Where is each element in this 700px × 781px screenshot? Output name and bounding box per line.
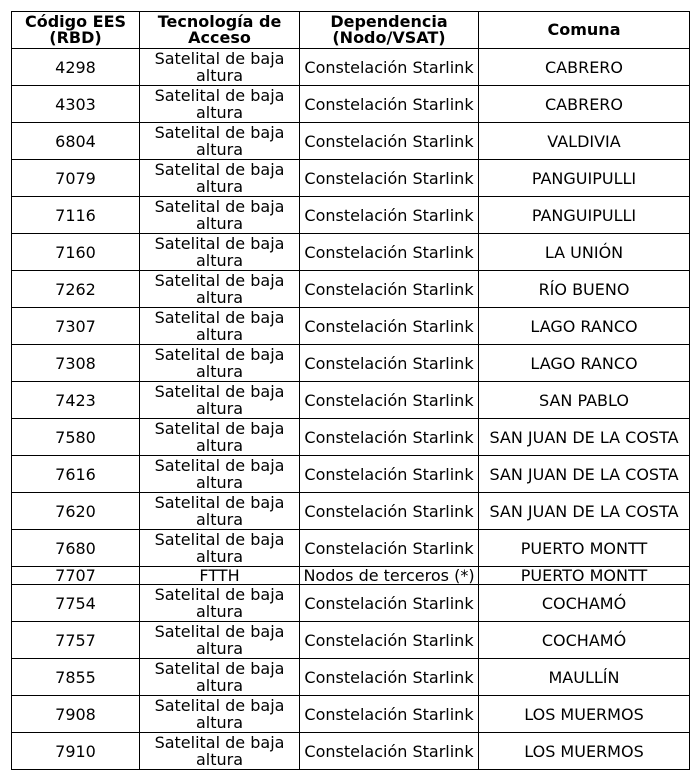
cell-comuna: CABRERO bbox=[479, 49, 690, 86]
cell-comuna: COCHAMÓ bbox=[479, 585, 690, 622]
cell-codigo: 7580 bbox=[12, 419, 140, 456]
cell-tecnologia bbox=[140, 382, 300, 419]
cell-codigo: 7757 bbox=[12, 622, 140, 659]
cell-dependencia: Constelación Starlink bbox=[300, 585, 479, 622]
cell-tecnologia-line: altura bbox=[195, 288, 244, 307]
table-row bbox=[12, 86, 690, 123]
cell-tecnologia bbox=[140, 419, 300, 456]
cell-tecnologia-line: altura bbox=[195, 66, 244, 85]
cell-tecnologia bbox=[140, 530, 300, 567]
cell-dependencia: Constelación Starlink bbox=[300, 123, 479, 160]
header-tecnologia-line: Acceso bbox=[188, 28, 251, 47]
cell-tecnologia-line: altura bbox=[195, 251, 244, 270]
header-comuna bbox=[479, 12, 690, 49]
cell-tecnologia-line: Satelital de baja bbox=[154, 123, 285, 142]
cell-codigo: 7707 bbox=[12, 567, 140, 585]
ees-table bbox=[11, 11, 690, 770]
cell-dependencia: Constelación Starlink bbox=[300, 493, 479, 530]
cell-dependencia: Constelación Starlink bbox=[300, 382, 479, 419]
header-dependencia bbox=[300, 12, 479, 49]
cell-dependencia: Constelación Starlink bbox=[300, 696, 479, 733]
cell-tecnologia bbox=[140, 585, 300, 622]
cell-tecnologia-line: Satelital de baja bbox=[154, 382, 285, 401]
cell-tecnologia bbox=[140, 659, 300, 696]
table-row bbox=[12, 659, 690, 696]
cell-comuna: MAULLÍN bbox=[479, 659, 690, 696]
cell-tecnologia-line: Satelital de baja bbox=[154, 530, 285, 549]
cell-codigo: 7116 bbox=[12, 197, 140, 234]
cell-tecnologia-line: Satelital de baja bbox=[154, 696, 285, 715]
cell-codigo: 7754 bbox=[12, 585, 140, 622]
cell-dependencia: Constelación Starlink bbox=[300, 308, 479, 345]
cell-tecnologia-line: altura bbox=[195, 713, 244, 732]
cell-codigo: 7616 bbox=[12, 456, 140, 493]
cell-comuna: PUERTO MONTT bbox=[479, 530, 690, 567]
cell-comuna: RÍO BUENO bbox=[479, 271, 690, 308]
cell-dependencia: Constelación Starlink bbox=[300, 733, 479, 770]
cell-tecnologia bbox=[140, 622, 300, 659]
cell-tecnologia bbox=[140, 160, 300, 197]
cell-tecnologia bbox=[140, 345, 300, 382]
cell-tecnologia-line: Satelital de baja bbox=[154, 86, 285, 105]
cell-tecnologia bbox=[140, 86, 300, 123]
cell-dependencia: Constelación Starlink bbox=[300, 234, 479, 271]
cell-tecnologia-line: altura bbox=[195, 103, 244, 122]
cell-dependencia: Constelación Starlink bbox=[300, 197, 479, 234]
cell-codigo: 7262 bbox=[12, 271, 140, 308]
header-codigo bbox=[12, 12, 140, 49]
cell-tecnologia-line: altura bbox=[195, 140, 244, 159]
cell-dependencia: Constelación Starlink bbox=[300, 530, 479, 567]
header-codigo-line: Código EES bbox=[24, 12, 127, 31]
cell-tecnologia bbox=[140, 234, 300, 271]
cell-tecnologia-line: Satelital de baja bbox=[154, 308, 285, 327]
cell-tecnologia-line: altura bbox=[195, 325, 244, 344]
table-row bbox=[12, 456, 690, 493]
table-row bbox=[12, 585, 690, 622]
cell-comuna: LA UNIÓN bbox=[479, 234, 690, 271]
cell-tecnologia-line: Satelital de baja bbox=[154, 659, 285, 678]
cell-codigo: 4303 bbox=[12, 86, 140, 123]
cell-codigo: 7423 bbox=[12, 382, 140, 419]
table-row bbox=[12, 530, 690, 567]
cell-tecnologia bbox=[140, 493, 300, 530]
cell-codigo: 7910 bbox=[12, 733, 140, 770]
cell-tecnologia bbox=[140, 49, 300, 86]
cell-tecnologia bbox=[140, 696, 300, 733]
cell-tecnologia-line: altura bbox=[195, 676, 244, 695]
cell-tecnologia-line: Satelital de baja bbox=[154, 49, 285, 68]
table-row bbox=[12, 271, 690, 308]
cell-tecnologia-line: Satelital de baja bbox=[154, 733, 285, 752]
cell-codigo: 7308 bbox=[12, 345, 140, 382]
cell-comuna: LOS MUERMOS bbox=[479, 696, 690, 733]
cell-tecnologia bbox=[140, 733, 300, 770]
cell-codigo: 7620 bbox=[12, 493, 140, 530]
table-header-row bbox=[12, 12, 690, 49]
cell-tecnologia-line: Satelital de baja bbox=[154, 271, 285, 290]
cell-tecnologia-line: altura bbox=[195, 547, 244, 566]
cell-tecnologia-line: Satelital de baja bbox=[154, 622, 285, 641]
cell-codigo: 7855 bbox=[12, 659, 140, 696]
cell-tecnologia-line: FTTH bbox=[199, 566, 240, 585]
cell-dependencia: Constelación Starlink bbox=[300, 345, 479, 382]
cell-tecnologia bbox=[140, 271, 300, 308]
cell-tecnologia-line: altura bbox=[195, 214, 244, 233]
cell-tecnologia-line: altura bbox=[195, 602, 244, 621]
cell-comuna: LAGO RANCO bbox=[479, 345, 690, 382]
cell-tecnologia bbox=[140, 308, 300, 345]
cell-tecnologia-line: Satelital de baja bbox=[154, 160, 285, 179]
cell-codigo: 6804 bbox=[12, 123, 140, 160]
table-row bbox=[12, 308, 690, 345]
cell-codigo: 7079 bbox=[12, 160, 140, 197]
cell-tecnologia bbox=[140, 567, 300, 585]
table-row bbox=[12, 419, 690, 456]
cell-comuna: VALDIVIA bbox=[479, 123, 690, 160]
cell-dependencia: Constelación Starlink bbox=[300, 160, 479, 197]
table-row bbox=[12, 733, 690, 770]
cell-tecnologia-line: altura bbox=[195, 436, 244, 455]
table-row bbox=[12, 493, 690, 530]
cell-dependencia: Constelación Starlink bbox=[300, 271, 479, 308]
table-row bbox=[12, 197, 690, 234]
header-dependencia-line: Dependencia bbox=[330, 12, 448, 31]
cell-dependencia: Constelación Starlink bbox=[300, 659, 479, 696]
cell-tecnologia-line: Satelital de baja bbox=[154, 585, 285, 604]
document-page bbox=[11, 11, 690, 770]
table-row bbox=[12, 622, 690, 659]
table-row bbox=[12, 123, 690, 160]
header-codigo-line: (RBD) bbox=[49, 28, 102, 47]
cell-comuna: PANGUIPULLI bbox=[479, 160, 690, 197]
cell-tecnologia-line: Satelital de baja bbox=[154, 493, 285, 512]
header-dependencia-line: (Nodo/VSAT) bbox=[332, 28, 446, 47]
table-row bbox=[12, 696, 690, 733]
table-row bbox=[12, 382, 690, 419]
cell-comuna: PUERTO MONTT bbox=[479, 567, 690, 585]
cell-tecnologia-line: altura bbox=[195, 639, 244, 658]
cell-dependencia: Constelación Starlink bbox=[300, 86, 479, 123]
table-row bbox=[12, 49, 690, 86]
cell-codigo: 7680 bbox=[12, 530, 140, 567]
cell-comuna: PANGUIPULLI bbox=[479, 197, 690, 234]
cell-tecnologia-line: Satelital de baja bbox=[154, 345, 285, 364]
cell-comuna: COCHAMÓ bbox=[479, 622, 690, 659]
cell-comuna: CABRERO bbox=[479, 86, 690, 123]
cell-codigo: 7908 bbox=[12, 696, 140, 733]
header-tecnologia bbox=[140, 12, 300, 49]
cell-comuna: SAN JUAN DE LA COSTA bbox=[479, 493, 690, 530]
cell-tecnologia bbox=[140, 456, 300, 493]
table-row bbox=[12, 567, 690, 585]
table-row bbox=[12, 160, 690, 197]
table-row bbox=[12, 234, 690, 271]
cell-dependencia: Constelación Starlink bbox=[300, 49, 479, 86]
cell-comuna: SAN JUAN DE LA COSTA bbox=[479, 456, 690, 493]
cell-dependencia: Constelación Starlink bbox=[300, 456, 479, 493]
table-body bbox=[12, 49, 690, 770]
cell-codigo: 4298 bbox=[12, 49, 140, 86]
cell-codigo: 7307 bbox=[12, 308, 140, 345]
cell-comuna: LOS MUERMOS bbox=[479, 733, 690, 770]
header-comuna-line: Comuna bbox=[547, 20, 621, 39]
cell-tecnologia-line: altura bbox=[195, 510, 244, 529]
cell-dependencia: Constelación Starlink bbox=[300, 419, 479, 456]
cell-tecnologia-line: altura bbox=[195, 177, 244, 196]
table-row bbox=[12, 345, 690, 382]
cell-tecnologia bbox=[140, 197, 300, 234]
cell-tecnologia-line: altura bbox=[195, 399, 244, 418]
cell-codigo: 7160 bbox=[12, 234, 140, 271]
cell-tecnologia bbox=[140, 123, 300, 160]
cell-tecnologia-line: altura bbox=[195, 750, 244, 769]
cell-tecnologia-line: Satelital de baja bbox=[154, 197, 285, 216]
cell-tecnologia-line: altura bbox=[195, 473, 244, 492]
cell-dependencia: Constelación Starlink bbox=[300, 622, 479, 659]
cell-comuna: SAN JUAN DE LA COSTA bbox=[479, 419, 690, 456]
cell-tecnologia-line: altura bbox=[195, 362, 244, 381]
cell-comuna: SAN PABLO bbox=[479, 382, 690, 419]
cell-tecnologia-line: Satelital de baja bbox=[154, 456, 285, 475]
cell-tecnologia-line: Satelital de baja bbox=[154, 234, 285, 253]
header-tecnologia-line: Tecnología de bbox=[157, 12, 282, 31]
cell-comuna: LAGO RANCO bbox=[479, 308, 690, 345]
cell-tecnologia-line: Satelital de baja bbox=[154, 419, 285, 438]
cell-dependencia: Nodos de terceros (*) bbox=[300, 567, 479, 585]
